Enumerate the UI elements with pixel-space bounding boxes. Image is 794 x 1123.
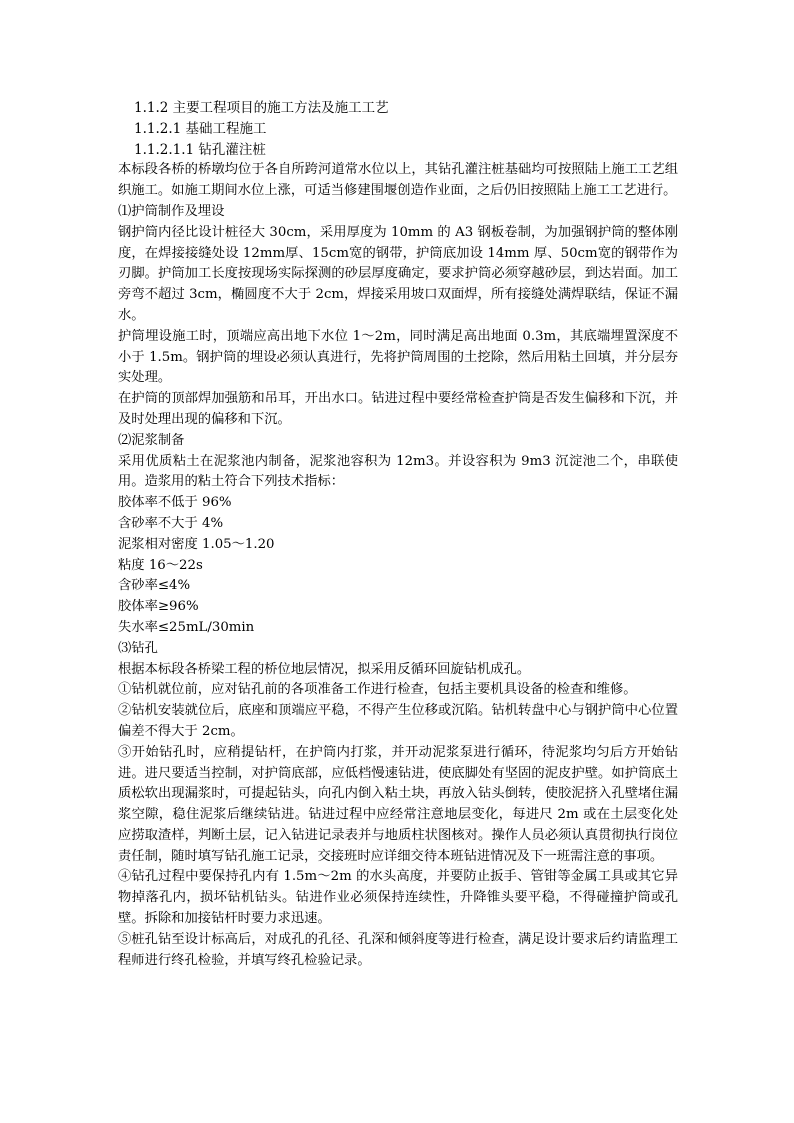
slurry-spec-item: 失水率≤25mL/30min	[118, 619, 255, 635]
slurry-spec-item: 胶体率≥96%	[118, 599, 199, 615]
drilling-paragraph-intro: 根据本标段各桥梁工程的桥位地层情况，拟采用反循环回旋钻机成孔。	[118, 661, 531, 677]
heading-level-3: 1.1.2 主要工程项目的施工方法及施工工艺	[134, 100, 389, 116]
drilling-step-4: ④钻孔过程中要保持孔内有 1.5m～2m 的水头高度，并要防止扳手、管钳等金属工具或其它异物掉落孔内，损坏钻机钻头。钻进作业必须保持连续性，升降锥头要平稳，不得碰撞护筒或孔壁。拆除和加接钻杆时要力求迅速。	[118, 869, 678, 927]
drilling-step-1: ①钻机就位前，应对钻孔前的各项准备工作进行检查，包括主要机具设备的检查和维修。	[118, 682, 637, 698]
slurry-spec-item: 胶体率不低于 96%	[118, 495, 232, 511]
drilling-step-3: ③开始钻孔时，应稍提钻杆，在护筒内打浆，并开动泥浆泵进行循环，待泥浆均匀后方开始钻进。进尺要适当控制，对护筒底部，应低档慢速钻进，使底脚处有坚固的泥皮护壁。如护筒底土质松软出现漏浆时，可提起钻头，向孔内倒入粘土块，再放入钻头倒转，使胶泥挤入孔壁堵住漏浆空隙，稳住泥浆后继续钻进。钻进过程中应经常注意地层变化，每进尺 2m 或在土层变化处应捞取渣样，判断土层，记入钻进记录表并与地质柱状图核对。操作人员必须认真贯彻执行岗位责任制，随时填写钻孔施工记录，交接班时应详细交待本班钻进情况及下一班需注意的事项。	[118, 744, 678, 864]
intro-paragraph: 本标段各桥的桥墩均位于各自所跨河道常水位以上，其钻孔灌注桩基础均可按照陆上施工工艺组织施工。如施工期间水位上涨，可适当修建围堰创造作业面，之后仍旧按照陆上施工工艺进行。	[118, 162, 678, 199]
casing-paragraph-2: 护筒埋设施工时，顶端应高出地下水位 1～2m，同时满足高出地面 0.3m，其底端埋置深度不小于 1.5m。钢护筒的埋设必须认真进行，先将护筒周围的土挖除，然后用粘土回填，并分层夯实处理。	[118, 328, 678, 386]
section-title-slurry: ⑵泥浆制备	[118, 432, 185, 448]
document-page	[118, 98, 678, 971]
drilling-step-2: ②钻机安装就位后，底座和顶端应平稳，不得产生位移或沉陷。钻机转盘中心与钢护筒中心位置偏差不得大于 2cm。	[118, 703, 678, 739]
section-title-drilling: ⑶钻孔	[118, 640, 158, 656]
slurry-spec-item: 粘度 16～22s	[118, 557, 203, 573]
slurry-spec-item: 含砂率≤4%	[118, 578, 191, 594]
drilling-step-5: ⑤桩孔钻至设计标高后，对成孔的孔径、孔深和倾斜度等进行检查，满足设计要求后约请监理工程师进行终孔检验，并填写终孔检验记录。	[118, 931, 678, 968]
slurry-spec-item: 含砂率不大于 4%	[118, 515, 224, 531]
casing-paragraph-3: 在护筒的顶部焊加强筋和吊耳，开出水口。钻进过程中要经常检查护筒是否发生偏移和下沉，并及时处理出现的偏移和下沉。	[118, 391, 678, 427]
slurry-spec-item: 泥浆相对密度 1.05～1.20	[118, 536, 275, 552]
slurry-paragraph-1: 采用优质粘土在泥浆池内制备，泥浆池容积为 12m3。并设容积为 9m3 沉淀池二个，串联使用。造浆用的粘土符合下列技术指标：	[118, 453, 678, 490]
casing-paragraph-1: 钢护筒内径比设计桩径大 30cm，采用厚度为 10mm 的 A3 钢板卷制，为加强钢护筒的整体刚度，在焊接接缝处设 12mm厚、15cm宽的钢带，护筒底加设 14mm 厚、50cm宽的钢带作为刃脚。护筒加工长度按现场实际探测的砂层厚度确定，要求护筒必须穿越砂层，到达岩面。加工旁弯不超过 3cm，椭圆度不大于 2cm，焊接采用坡口双面焊，所有接缝处满焊联结，保证不漏水。	[118, 224, 678, 323]
section-title-casing: ⑴护筒制作及埋设	[118, 203, 225, 219]
heading-level-5: 1.1.2.1.1 钻孔灌注桩	[134, 141, 266, 158]
heading-level-4: 1.1.2.1 基础工程施工	[134, 120, 267, 137]
